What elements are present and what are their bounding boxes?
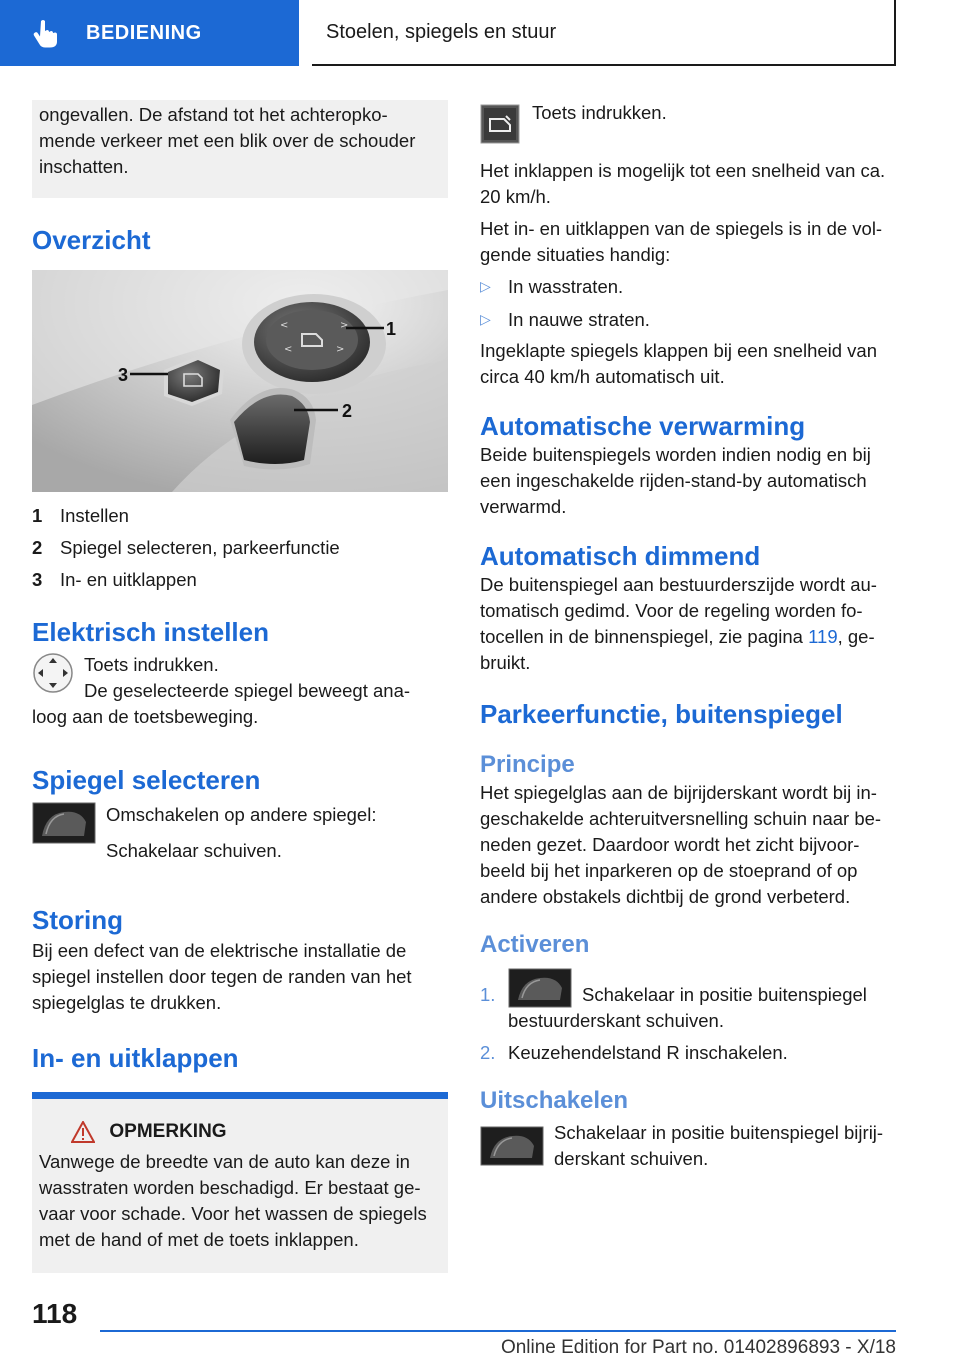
warning-bar (32, 1092, 448, 1099)
activation-steps (480, 968, 896, 1066)
figure-legend (32, 500, 448, 596)
callout-2: 2 (342, 401, 353, 421)
mirror-select-switch-icon (508, 968, 572, 1008)
heading-parkeerfunctie: Parkeerfunctie, buitenspiegel (480, 699, 843, 729)
legend-item: 2 Spiegel selecteren, parkeerfunctie (32, 537, 340, 558)
svg-text:>: > (336, 344, 345, 355)
callout-1: 1 (386, 319, 397, 339)
warning-text: Vanwege de breedte van de auto kan deze in wasstraten worden beschadigd. Er bestaat ge-vaar voor schade. Voor het wassen de spiegels met de hand of met de toets inklappen. (39, 1151, 427, 1250)
chapter-header (312, 0, 896, 66)
section-title: BEDIENING (86, 21, 202, 44)
step-item: 1. Schakelaar in positie buitenspiegel bestuurderskant schuiven. (480, 968, 896, 1034)
list-item: ▷ In nauwe straten. (480, 309, 650, 330)
heading-elektrisch-instellen: Elektrisch instellen (32, 617, 269, 647)
chapter-title: Stoelen, spiegels en stuur (326, 20, 557, 43)
hand-pointer-icon (30, 17, 62, 49)
heading-principe: Principe (480, 751, 575, 778)
heading-overzicht: Overzicht (32, 225, 151, 255)
page-link-119[interactable]: 119 (808, 626, 838, 647)
legend-item: 1 Instellen (32, 505, 129, 526)
svg-text:<: < (284, 344, 293, 355)
mirror-fold-button-icon (480, 104, 520, 144)
warning-box (32, 1099, 448, 1273)
heading-activeren: Activeren (480, 931, 590, 958)
edition-text: Online Edition for Part no. 01402896893 - X/18 (500, 1337, 896, 1358)
right-column: Toets indrukken. Het inklappen is mogelijk tot een snelheid van ca. 20 km/h. Het in- en uitklappen van de spiegels is in de vol-gende situaties handig: ▷ In wasstraten. ▷ In nauwe straten. Ingeklapte spiegels klappen bij een snelheid van circa 40 km/h automatisch uit. Automatische verwarming Beide buitenspiegels worden indien nodig en bij een ingeschakelde rijden-stand-by automatisch verwarmd. Automatisch dimmend De buitenspiegel aan bestuurderszijde wordt au-tomatisch gedimd. Voor de regeling worden fo-tocellen in de binnenspiegel, zie pagina 119, ge-bruikt. Parkeerfunctie, buitenspiegel Principe Het spiegelglas aan de bijrijderskant wordt bij in-geschakelde achteruitversnelling schuin naar be-neden gezet. Daardoor wordt het zicht bijvoor-beeld bij het inparkeren op de stoeprand of op andere obstakels dichtbij de grond verbeterd. Activeren 1. Schakelaar in positie buitenspiegel bestuurderskant schuiven. 2. Keuzehendelstand R inschakelen. Uitschakelen Schakelaar in positie buitenspiegel bijrij-derskant schuiven. (480, 100, 896, 1172)
mirror-select-switch-icon (32, 802, 96, 844)
section-tab (0, 0, 299, 66)
step-item: 2. Keuzehendelstand R inschakelen. (480, 1042, 788, 1063)
callout-3: 3 (118, 365, 129, 385)
page-number: 118 (32, 1298, 78, 1329)
svg-text:>: > (340, 320, 349, 331)
svg-text:<: < (280, 320, 289, 331)
mirror-select-switch-icon (480, 1126, 544, 1166)
left-column: ongevallen. De afstand tot het achteropko-mende verkeer met een blik over de schouder inschatten. Overzicht < > < > 1 3 2 1 Instellen 2 Spiegel selecteren, parkeerfunctie 3 In- en uitklappen Elektrisch instellen Toets indrukken. De geselecteerde spiegel beweegt ana- loog aan de toetsbeweging. Spiegel selecteren Omschakelen op andere spiegel: Schakelaar schuiven. Storing Bij een defect van de elektrische installatie de spiegel instellen door tegen de randen van het spiegelglas te drukken. In- en uitklappen OPMERKING Vanwege de breedte van de auto kan deze in wasstraten worden beschadigd. Er bestaat ge-vaar voor schade. Voor het wassen de spiegels met de hand of met de toets inklappen. (32, 100, 448, 1273)
warning-title: OPMERKING (109, 1121, 227, 1142)
heading-in-en-uitklappen: In- en uitklappen (32, 1043, 239, 1073)
mirror-control-photo (32, 270, 448, 492)
heading-spiegel-selecteren: Spiegel selecteren (32, 765, 261, 795)
situations-list (480, 270, 896, 336)
heading-automatische-verwarming: Automatische verwarming (480, 411, 806, 441)
heading-automatisch-dimmend: Automatisch dimmend (480, 541, 761, 571)
warning-triangle-icon (71, 1121, 95, 1143)
list-item: ▷ In wasstraten. (480, 276, 624, 297)
footer-line (100, 1330, 896, 1332)
intro-note: ongevallen. De afstand tot het achteropko-mende verkeer met een blik over de schouder inschatten. (32, 100, 448, 198)
legend-item: 3 In- en uitklappen (32, 569, 197, 590)
heading-storing: Storing (32, 905, 123, 935)
heading-uitschakelen: Uitschakelen (480, 1087, 629, 1114)
mirror-adjust-button-icon (32, 652, 74, 694)
